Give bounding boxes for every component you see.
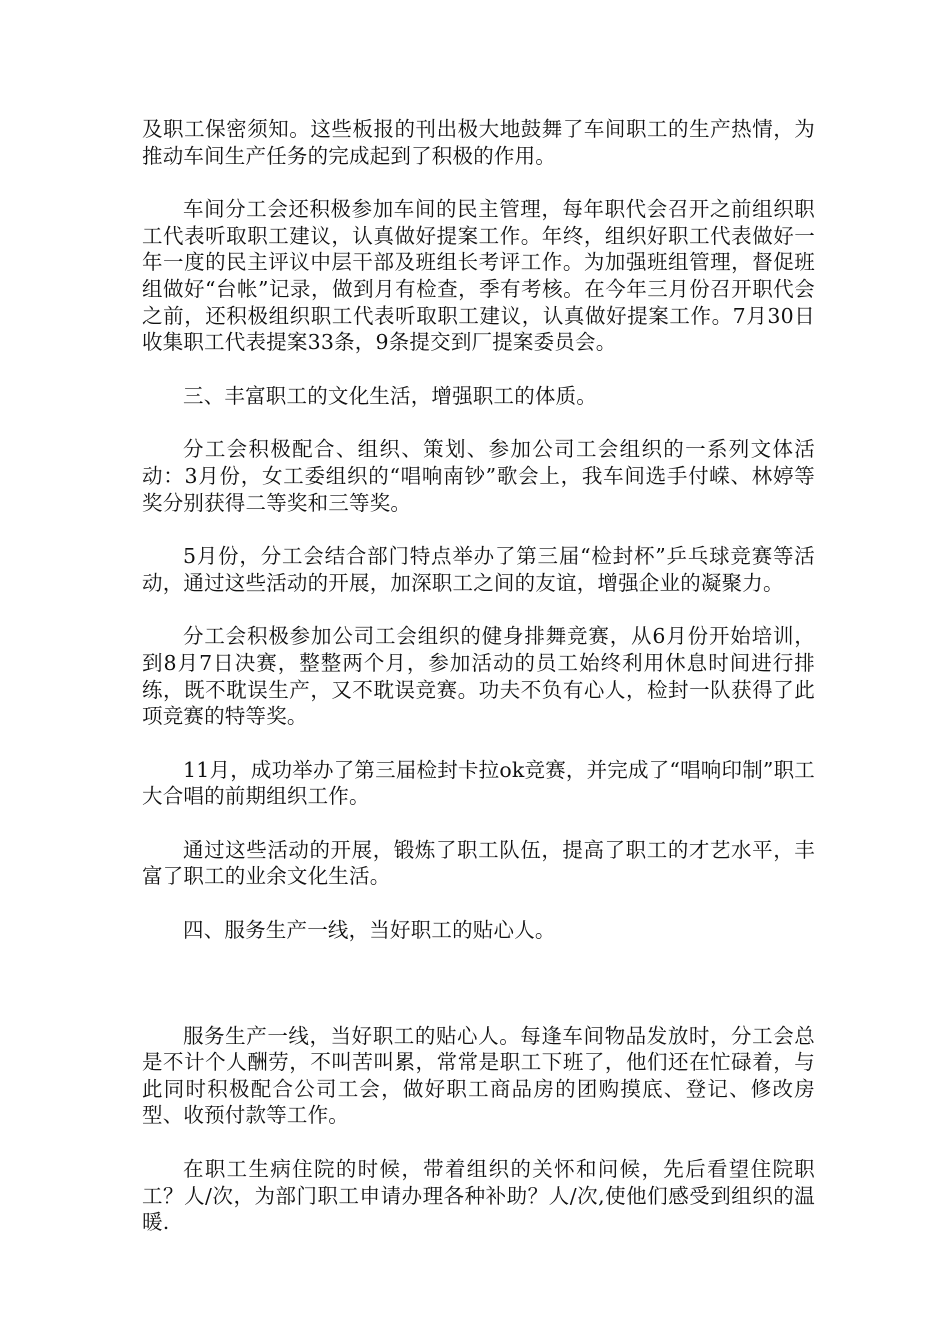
paragraph-hospital-visits: 在职工生病住院的时候，带着组织的关怀和问候，先后看望住院职工？人/次，为部门职工申请办理各种补助？人/次,使他们感受到组织的温暖. [142,1157,815,1235]
section-heading-3: 三、丰富职工的文化生活，增强职工的体质。 [183,383,597,408]
paragraph-cultural-activities: 分工会积极配合、组织、策划、参加公司工会组织的一系列文体活动：3月份，女工委组织的“唱响南钞”歌会上，我车间选手付嵘、林婷等奖分别获得二等奖和三等奖。 [142,437,815,515]
paragraph-democratic-management: 车间分工会还积极参加车间的民主管理，每年职代会召开之前组织职工代表听取职工建议，认真做好提案工作。年终，组织好职工代表做好一年一度的民主评议中层干部及班组长考评工作。为加强班组管理，督促班组做好“台帐”记录，做到月有检查，季有考核。在今年三月份召开职代会之前，还积极组织职工代表听取职工建议，认真做好提案工作。7月30日收集职工代表提案33条，9条提交到厂提案委员会。 [142,197,815,355]
paragraph-november-karaoke: 11月，成功举办了第三届检封卡拉ok竞赛，并完成了“唱响印制”职工大合唱的前期组织工作。 [142,757,815,809]
paragraph-continuation: 及职工保密须知。这些板报的刊出极大地鼓舞了车间职工的生产热情，为推动车间生产任务的完成起到了积极的作用。 [142,117,815,168]
paragraph-activity-summary: 通过这些活动的开展，锻炼了职工队伍，提高了职工的才艺水平，丰富了职工的业余文化生活。 [142,837,815,889]
paragraph-service-frontline: 服务生产一线，当好职工的贴心人。每逢车间物品发放时，分工会总是不计个人酬劳，不叫苦叫累，常常是职工下班了，他们还在忙碌着，与此同时积极配合公司工会，做好职工商品房的团购摸底、登记、修改房型、收预付款等工作。 [142,1023,815,1128]
document-page [142,116,815,1236]
paragraph-dance-competition: 分工会积极参加公司工会组织的健身排舞竞赛，从6月份开始培训，到8月7日决赛，整整两个月，参加活动的员工始终利用休息时间进行排练，既不耽误生产，又不耽误竞赛。功夫不负有心人，检封一队获得了此项竞赛的特等奖。 [142,624,815,729]
paragraph-may-competition: 5月份，分工会结合部门特点举办了第三届“检封杯”乒乓球竞赛等活动，通过这些活动的开展，加深职工之间的友谊，增强企业的凝聚力。 [142,544,815,595]
section-heading-4: 四、服务生产一线，当好职工的贴心人。 [183,918,556,943]
